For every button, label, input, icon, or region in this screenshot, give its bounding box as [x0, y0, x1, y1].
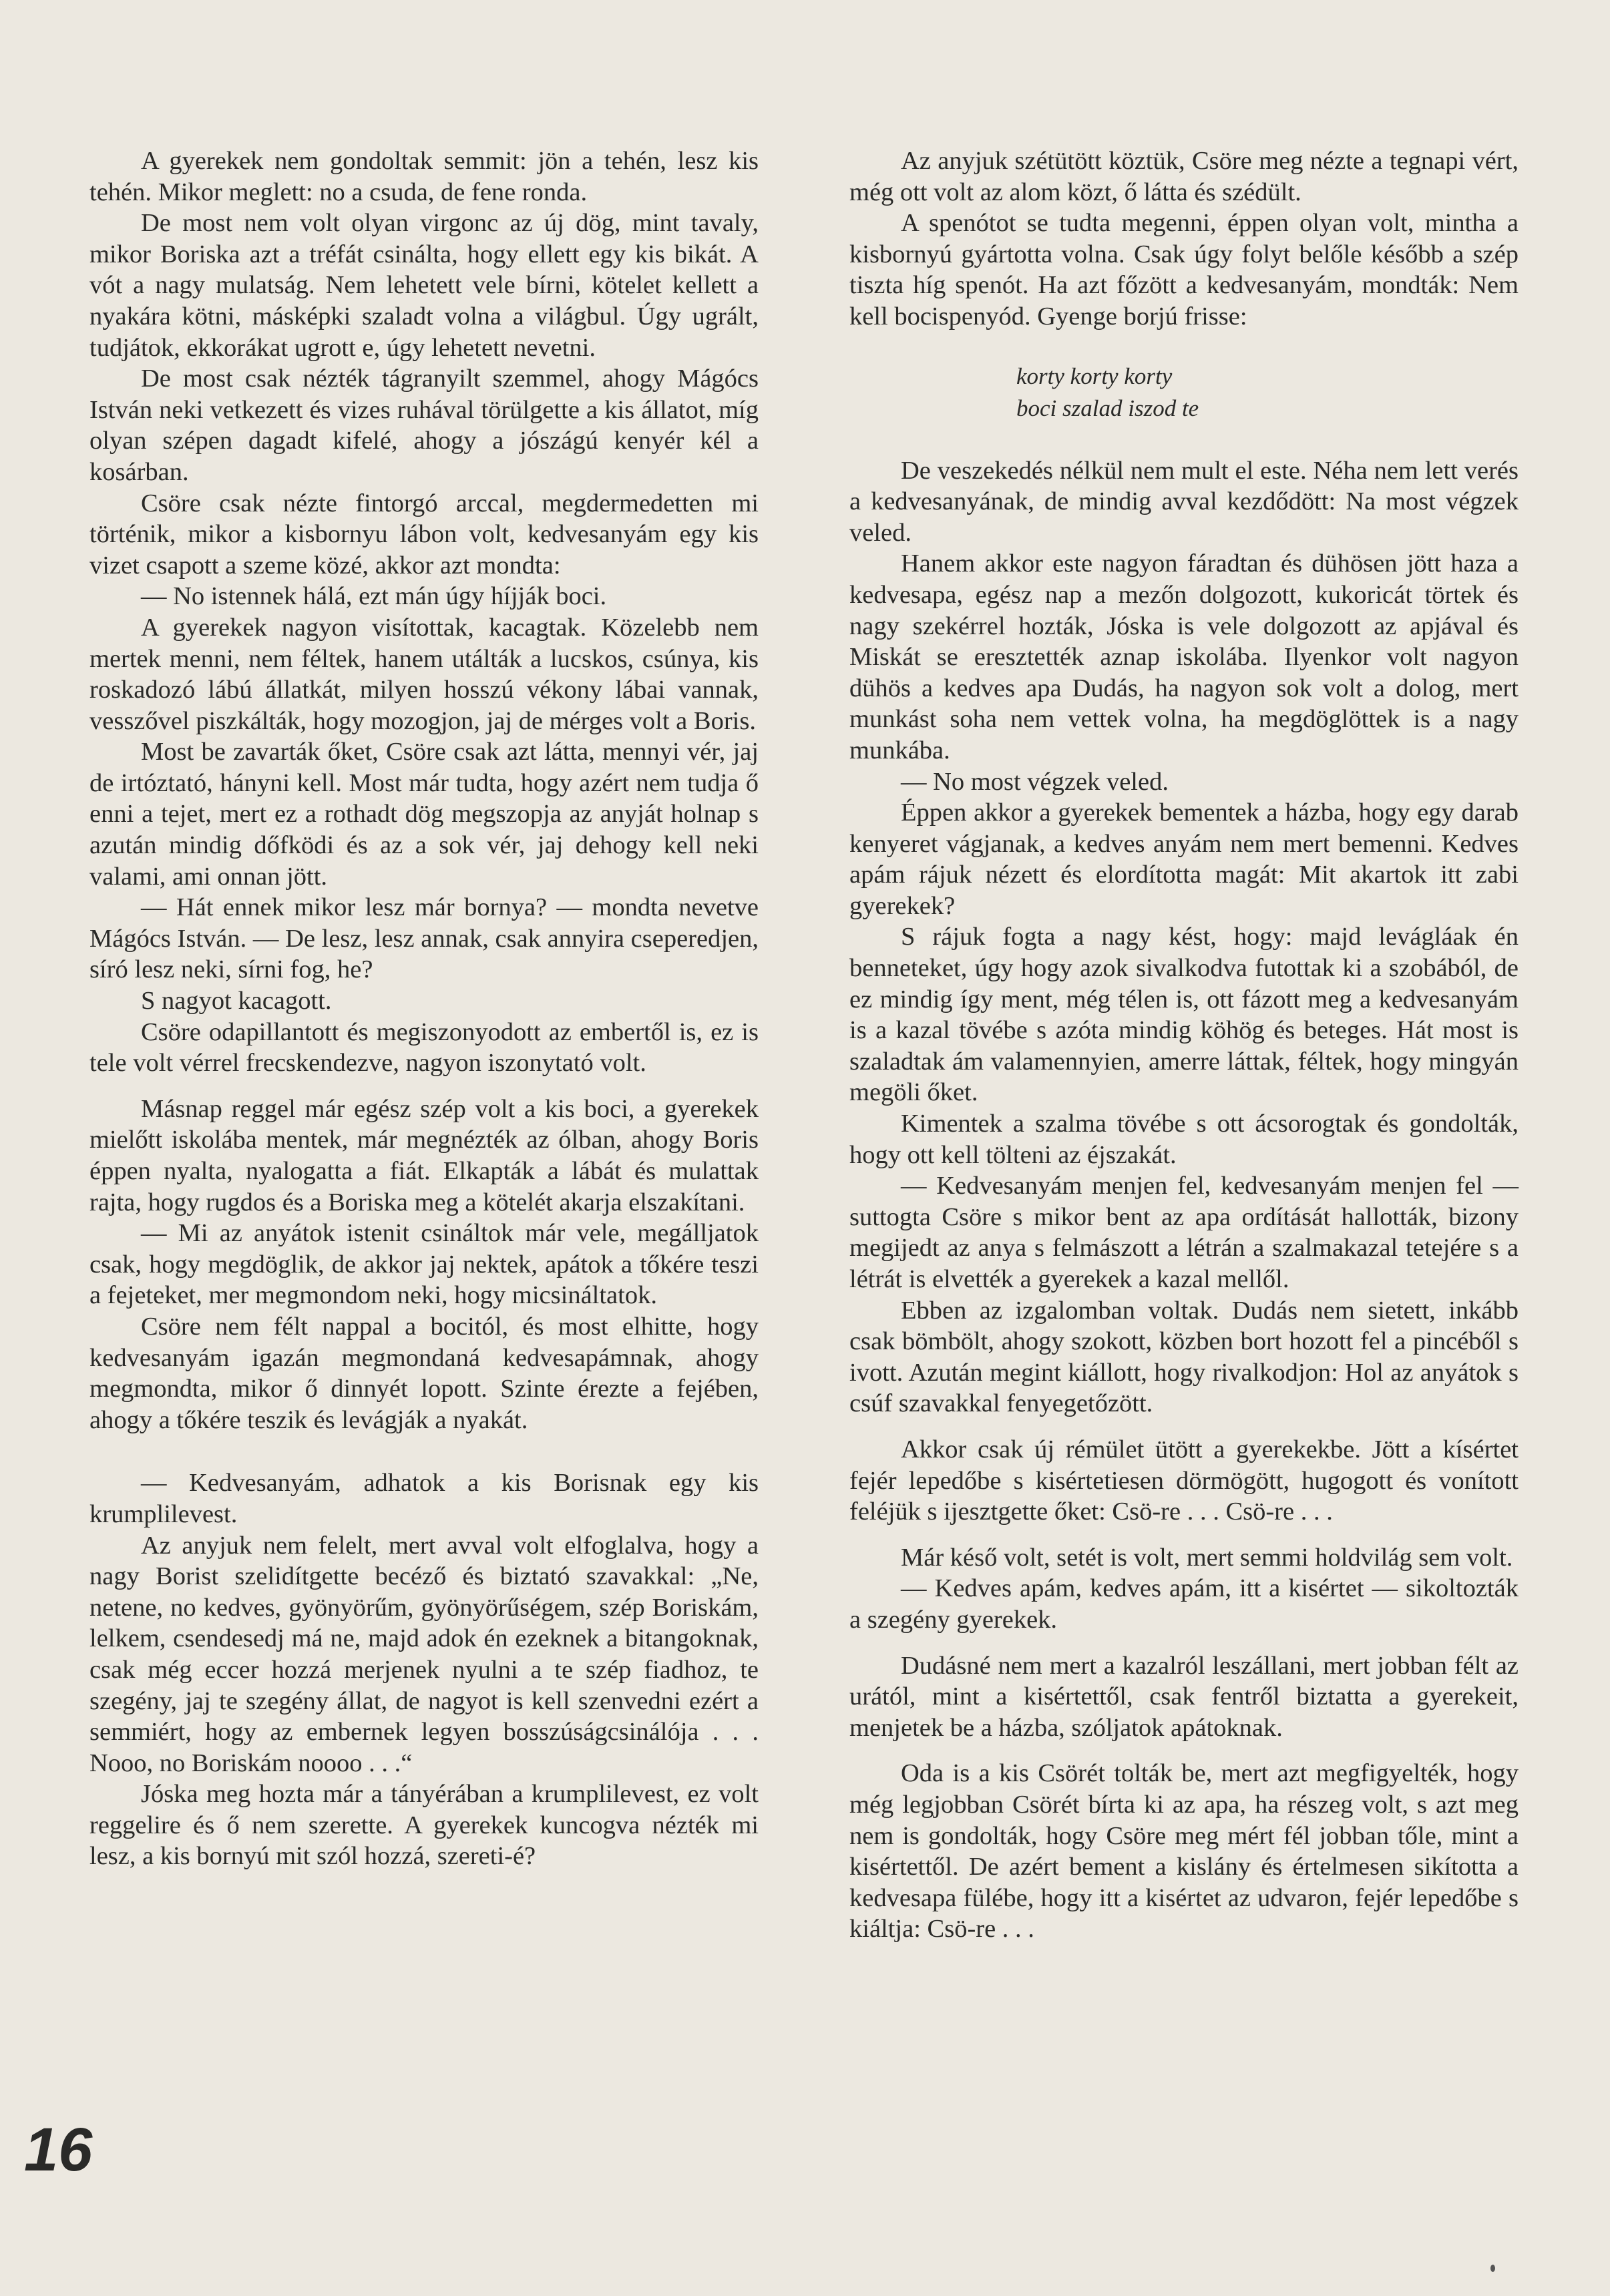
paragraph: A gyerekek nagyon visítottak, kacagtak. Közelebb nem mertek menni, nem féltek, hanem utálták a lucskos, csúnya, kis roskadozó lábú állatkát, milyen hosszú vékony lábai vannak, vesszővel piszkálták, hogy mozogjon, jaj de mérges volt a Boris.: [89, 613, 759, 735]
paragraph: Ebben az izgalomban voltak. Dudás nem sietett, inkább csak bömbölt, ahogy szokott, közben bort hozott fel a pincéből s ivott. Azután megint kiállott, hogy rivalkodjon: Hol az anyátok s csúf szavakkal fenyegetőzött.: [849, 1296, 1519, 1418]
poem: [849, 361, 1519, 425]
paragraph: Csöre csak nézte fintorgó arccal, megdermedetten mi történik, mikor a kisbornyu lábon volt, kedvesanyám egy kis vizet csapott a szeme közé, akkor azt mondta:: [89, 489, 759, 580]
paragraph: Hanem akkor este nagyon fáradtan és dühösen jött haza a kedvesapa, egész nap a mezőn dolgozott, kukoricát törtek és nagy szekérrel hozták, Jóska is vele dolgozott az apjával és Miskát se eresztették aznap iskolába. Ilyenkor volt nagyon dühös a kedves apa Dudás, ha nagyon sok volt a dolog, mert munkást soha nem vettek volna, ha megdöglöttek is a nagy munkába.: [849, 549, 1519, 764]
poem-line: boci szalad iszod te: [1016, 395, 1199, 421]
poem-line: korty korty korty: [1016, 363, 1173, 389]
paragraph: — Hát ennek mikor lesz már bornya? — mondta nevetve Mágócs István. — De lesz, lesz annak, csak annyira cseperedjen, síró lesz neki, sírni fog, he?: [89, 893, 759, 984]
left-column: [89, 146, 759, 1872]
print-speck: [1490, 2265, 1495, 2272]
paragraph: A spenótot se tudta megenni, éppen olyan volt, mintha a kisbornyú gyártotta volna. Csak úgy folyt belőle később a szép tiszta híg spenót. Ha azt főzött a kedvesanyám, mondták: Nem kell bocispenyód. Gyenge borjú frisse:: [849, 209, 1519, 330]
paragraph: Akkor csak új rémület ütött a gyerekekbe. Jött a kísértet fejér lepedőbe s kisértetiesen dörmögött, hugogott és vonított feléjük s ijesztgette őket: Csö-re . . . Csö-re . . .: [849, 1435, 1519, 1526]
paragraph: — Kedvesanyám menjen fel, kedvesanyám menjen fel — suttogta Csöre s mikor bent az apa ordítását hallották, bizony megijedt az anya s felmászott a létrán a szalmakazal tetejére s a létrát is elvették a gyerekek a kazal mellől.: [849, 1172, 1519, 1293]
paragraph: De most csak nézték tágranyilt szemmel, ahogy Mágócs István neki vetkezett és vizes ruhával törülgette a kis állatot, míg olyan szépen dagadt kifelé, ahogy a jószágú kenyér kél a kosárban.: [89, 365, 759, 486]
paragraph: Jóska meg hozta már a tányérában a krumplilevest, ez volt reggelire és ő nem szerette. A gyerekek kuncogva nézték mi lesz, a kis bornyú mit szól hozzá, szereti-é?: [89, 1780, 759, 1871]
paragraph: — Kedves apám, kedves apám, itt a kisértet — sikoltozták a szegény gyerekek.: [849, 1574, 1519, 1634]
paragraph: S nagyot kacagott.: [141, 987, 332, 1015]
paragraph: Éppen akkor a gyerekek bementek a házba, hogy egy darab kenyeret vágjanak, a kedves anyám nem mert bemenni. Kedves apám rájuk nézett és elordította magát: Mit akartok itt zabi gyerekek?: [849, 798, 1519, 920]
paragraph: A gyerekek nem gondoltak semmit: jön a tehén, lesz kis tehén. Mikor meglett: no a csuda, de fene ronda.: [89, 147, 759, 206]
paragraph: — Mi az anyátok istenit csináltok már vele, megálljatok csak, hogy megdöglik, de akkor jaj nektek, apátok a tőkére teszi a fejeteket, mer megmondom neki, hogy micsináltatok.: [89, 1219, 759, 1310]
paragraph: — No istennek hálá, ezt mán úgy híjják boci.: [141, 582, 607, 611]
paragraph: De veszekedés nélkül nem mult el este. Néha nem lett verés a kedvesanyának, de mindig avval kezdődött: Na most végzek veled.: [849, 456, 1519, 547]
paragraph: Kimentek a szalma tövébe s ott ácsorogtak és gondolták, hogy ott kell tölteni az éjszakát.: [849, 1110, 1519, 1169]
paragraph: Már késő volt, setét is volt, mert semmi holdvilág sem volt.: [901, 1543, 1513, 1572]
paragraph: S rájuk fogta a nagy kést, hogy: majd levágláak én benneteket, úgy hogy azok sivalkodva futottak ki a szobából, de ez mindig így ment, még télen is, ott fázott meg a kedvesanyám is a kazal tövébe s azóta mindig köhög és beteges. Hát most is szaladtak ám valamennyien, amerre láttak, féltek, hogy mingyán megöli őket.: [849, 923, 1519, 1107]
paragraph: Az anyjuk szétütött köztük, Csöre meg nézte a tegnapi vért, még ott volt az alom közt, ő látta és szédült.: [849, 147, 1519, 206]
paragraph: Most be zavarták őket, Csöre csak azt látta, mennyi vér, jaj de irtóztató, hányni kell. Most már tudta, hogy azért nem tudja ő enni a tejet, mert ez a rothadt dög megszopja az anyját holnap s azután mindig dőfködi és az a sok vér, jaj dehogy kell neki valami, ami onnan jött.: [89, 738, 759, 891]
paragraph: Másnap reggel már egész szép volt a kis boci, a gyerekek mielőtt iskolába mentek, már megnézték az ólban, ahogy Boris éppen nyalta, nyalogatta a fiát. Elkapták a lábát és mulattak rajta, hogy rugdos és a Boriska meg a kötelét akarja elszakítani.: [89, 1094, 759, 1216]
paragraph: Oda is a kis Csörét tolták be, mert azt megfigyelték, hogy még legjobban Csörét bírta ki az apa, ha részeg volt, s azt meg nem is gondolták, hogy Csöre meg mért fél jobban tőle, mint a kisértettől. De azért bement a kislány és értelmesen sikította a kedvesapa fülébe, hogy itt a kisértet az udvaron, fejér lepedőbe s kiáltja: Csö-re . . .: [849, 1759, 1519, 1943]
paragraph: Az anyjuk nem felelt, mert avval volt elfoglalva, hogy a nagy Borist szelidítgette becéző és biztató szavakkal: „Ne, netene, no kedves, gyönyörűm, gyönyörűségem, szép Boriskám, lelkem, csendesedj má ne, majd adok én ezeknek a bitangoknak, csak még eccer hozzá merjenek nyulni a te szép fiadhoz, te szegény, jaj te szegény állat, de nagyot is kell szenvedni ezért a semmiért, hogy az embernek legyen bosszúságcsinálója . . . Nooo, no Boriskám noooo . . .“: [89, 1531, 759, 1777]
paragraph: — Kedvesanyám, adhatok a kis Borisnak egy kis krumplilevest.: [89, 1469, 759, 1528]
page-number: 16: [24, 2116, 93, 2184]
paragraph: Csöre odapillantott és megiszonyodott az embertől is, ez is tele volt vérrel frecskendezve, nagyon iszonytató volt.: [89, 1017, 759, 1078]
paragraph: Csöre nem félt nappal a bocitól, és most elhitte, hogy kedvesanyám igazán megmondaná kedvesapámnak, ahogy megmondta, mikor ő dinnyét lopott. Szinte érezte a fejében, ahogy a tőkére teszik és levágják a nyakát.: [89, 1312, 759, 1434]
paragraph: — No most végzek veled.: [901, 767, 1169, 796]
paragraph: De most nem volt olyan virgonc az új dög, mint tavaly, mikor Boriska azt a tréfát csinálta, hogy ellett egy kis bikát. A vót a nagy mulatság. Nem lehetett vele bírni, kötelet kellett a nyakára kötni, másképki szaladt volna a világbul. Úgy ugrált, tudjátok, ekkorákat ugrott e, úgy lehetett nevetni.: [89, 209, 759, 362]
paragraph: Dudásné nem mert a kazalról leszállani, mert jobban félt az urától, mint a kisértettől, csak fentről biztatta a gyerekeit, menjetek be a házba, szóljatok apátoknak.: [849, 1651, 1519, 1742]
right-column: [849, 146, 1519, 1945]
